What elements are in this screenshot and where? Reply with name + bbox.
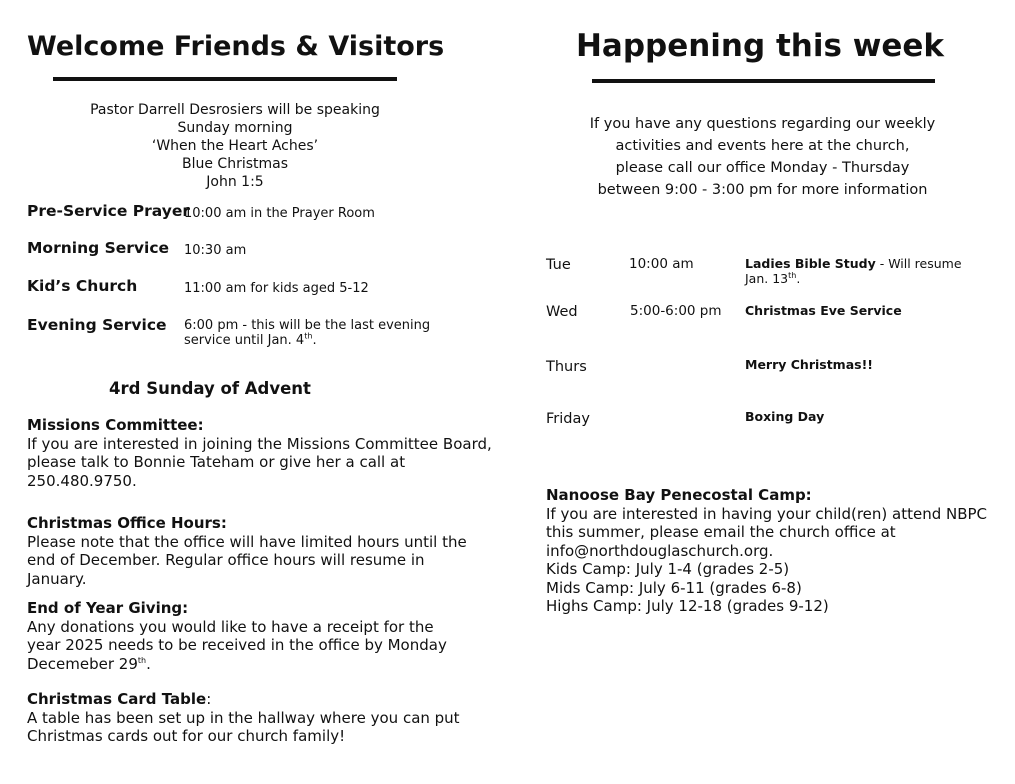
notice-title: End of Year Giving: xyxy=(27,599,189,617)
sermon-line: John 1:5 xyxy=(206,174,264,190)
week-event-title: Boxing Day xyxy=(745,409,825,424)
superscript: th xyxy=(304,331,313,341)
notice-body: Any donations you would like to have a receipt for the year 2025 needs to be received in the office by Monday Decemeber 29 xyxy=(27,617,447,673)
service-detail: 10:00 am in the Prayer Room xyxy=(184,206,375,221)
camp-title: Nanoose Bay Penecostal Camp: xyxy=(546,486,812,504)
notice-body: Please note that the office will have limited hours until the end of December. Regular office hours will resume in January. xyxy=(27,532,467,588)
week-time: 5:00-6:00 pm xyxy=(630,303,722,319)
week-day: Tue xyxy=(546,257,571,273)
advent-heading: 4rd Sunday of Advent xyxy=(109,379,311,398)
right-title: Happening this week xyxy=(575,28,945,64)
notice-body-end: . xyxy=(146,654,151,673)
notice-body: A table has been set up in the hallway where you can put Christmas cards out for our church family! xyxy=(27,708,460,745)
notice-christmas-card-table xyxy=(27,690,472,746)
week-event xyxy=(745,256,970,286)
week-event xyxy=(745,303,970,318)
notice-title-suffix: : xyxy=(206,690,212,708)
week-event-rest: - Will resume Jan. 13 xyxy=(745,256,962,286)
superscript: th xyxy=(137,655,147,665)
intro-line: activities and events here at the church, xyxy=(615,138,910,154)
service-detail: 10:30 am xyxy=(184,243,247,258)
week-event-end: . xyxy=(796,271,801,286)
camp-line: Mids Camp: July 6-11 (grades 6-8) xyxy=(546,578,802,597)
sermon-line: Sunday morning xyxy=(177,120,293,136)
service-detail-evening xyxy=(184,318,444,348)
camp-line: Highs Camp: July 12-18 (grades 9-12) xyxy=(546,597,829,615)
sermon-line: Blue Christmas xyxy=(181,156,289,172)
service-label-evening-service: Evening Service xyxy=(27,316,167,334)
week-day: Wed xyxy=(546,304,578,320)
week-event-title: Merry Christmas!! xyxy=(745,357,873,372)
week-day: Friday xyxy=(546,411,590,427)
service-label-pre-service-prayer: Pre-Service Prayer xyxy=(27,202,191,220)
right-title-rule xyxy=(592,79,935,83)
week-event xyxy=(745,409,970,424)
notice-body-wrap xyxy=(27,618,467,674)
service-detail-text: 6:00 pm - this will be the last evening service until Jan. 4 xyxy=(184,318,431,348)
service-label-kids-church: Kid’s Church xyxy=(27,277,138,295)
superscript: th xyxy=(788,270,797,280)
week-time: 10:00 am xyxy=(629,256,694,272)
intro-line: If you have any questions regarding our weekly xyxy=(589,116,936,132)
notice-missions-committee xyxy=(27,416,497,490)
camp-email: info@northdouglaschurch.org. xyxy=(546,541,774,560)
week-event-title: Christmas Eve Service xyxy=(745,303,902,318)
service-detail: 11:00 am for kids aged 5-12 xyxy=(184,281,369,296)
camp-line: Kids Camp: July 1-4 (grades 2-5) xyxy=(546,560,790,578)
sermon-line: ‘When the Heart Aches’ xyxy=(151,138,319,154)
service-label-morning-service: Morning Service xyxy=(27,239,170,257)
service-detail-end: . xyxy=(312,333,317,348)
week-event-title: Ladies Bible Study xyxy=(745,256,876,271)
camp-line: If you are interested in having your child(ren) attend NBPC xyxy=(546,504,988,523)
camp-line: this summer, please email the church office at xyxy=(546,523,896,541)
notice-body: If you are interested in joining the Missions Committee Board, please talk to Bonnie Tateham or give her a call at 250.480.9750. xyxy=(27,434,492,490)
notice-end-of-year-giving xyxy=(27,599,467,673)
notice-title-wrap xyxy=(27,690,472,709)
left-title-rule xyxy=(53,77,397,81)
notice-title: Christmas Card Table xyxy=(27,690,207,708)
sermon-line: Pastor Darrell Desrosiers will be speaking xyxy=(90,102,380,118)
left-title: Welcome Friends & Visitors xyxy=(27,31,445,62)
week-day: Thurs xyxy=(546,359,587,375)
notice-title: Christmas Office Hours: xyxy=(27,514,227,532)
week-event xyxy=(745,357,970,372)
right-intro xyxy=(560,113,965,201)
camp-notice xyxy=(546,486,996,616)
notice-title: Missions Committee: xyxy=(27,416,204,434)
notice-christmas-office-hours xyxy=(27,514,467,588)
sermon-intro xyxy=(60,101,410,191)
intro-line: between 9:00 - 3:00 pm for more information xyxy=(597,182,928,198)
intro-line: please call our office Monday - Thursday xyxy=(615,160,910,176)
